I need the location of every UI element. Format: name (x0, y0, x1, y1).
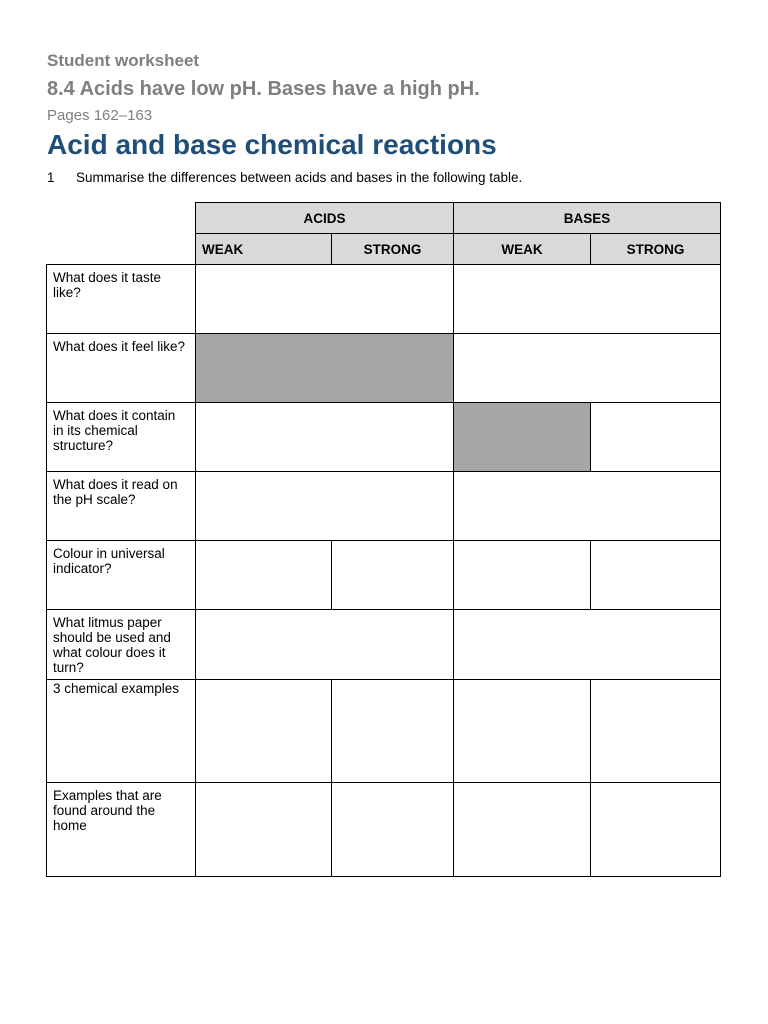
table-corner (47, 203, 196, 234)
bases-strong-answer-cell[interactable] (591, 541, 721, 610)
question-text: Summarise the differences between acids and bases in the following table. (76, 170, 523, 185)
bases-answer-cell[interactable] (454, 334, 721, 403)
bases-header: BASES (454, 203, 721, 234)
page-range: Pages 162–163 (47, 107, 153, 124)
page-title: Acid and base chemical reactions (47, 129, 497, 160)
bases-answer-cell[interactable] (454, 610, 721, 680)
worksheet-label: Student worksheet (47, 51, 200, 70)
row-label: What does it contain in its chemical structure? (47, 403, 196, 472)
acids-answer-cell[interactable] (196, 403, 454, 472)
acids-weak-answer-cell[interactable] (196, 541, 332, 610)
table-row (47, 403, 721, 472)
bases-answer-cell[interactable] (454, 472, 721, 541)
bases-strong-answer-cell[interactable] (591, 403, 721, 472)
bases-strong-header: STRONG (591, 234, 721, 265)
table-row (47, 610, 721, 680)
acids-answer-cell[interactable] (196, 265, 454, 334)
table-row (47, 265, 721, 334)
question-1 (47, 170, 522, 185)
row-label: 3 chemical examples (47, 680, 196, 783)
table-row (47, 783, 721, 877)
row-label: What litmus paper should be used and what colour does it turn? (47, 610, 196, 680)
acids-strong-header: STRONG (332, 234, 454, 265)
acids-header: ACIDS (196, 203, 454, 234)
bases-weak-shaded-cell (454, 403, 591, 472)
table-row (47, 541, 721, 610)
acids-weak-answer-cell[interactable] (196, 680, 332, 783)
row-label: What does it taste like? (47, 265, 196, 334)
bases-weak-answer-cell[interactable] (454, 680, 591, 783)
comparison-table (46, 202, 721, 877)
table-corner (47, 234, 196, 265)
acids-answer-cell[interactable] (196, 610, 454, 680)
acids-weak-header: WEAK (196, 234, 332, 265)
acids-strong-answer-cell[interactable] (332, 783, 454, 877)
bases-strong-answer-cell[interactable] (591, 783, 721, 877)
acids-shaded-cell (196, 334, 454, 403)
acids-strong-answer-cell[interactable] (332, 680, 454, 783)
acids-weak-answer-cell[interactable] (196, 783, 332, 877)
question-number: 1 (47, 170, 55, 185)
row-label: Examples that are found around the home (47, 783, 196, 877)
row-label: What does it read on the pH scale? (47, 472, 196, 541)
table-row (47, 472, 721, 541)
bases-weak-answer-cell[interactable] (454, 783, 591, 877)
row-label: Colour in universal indicator? (47, 541, 196, 610)
table-row (47, 334, 721, 403)
bases-answer-cell[interactable] (454, 265, 721, 334)
row-label: What does it feel like? (47, 334, 196, 403)
table-row (47, 680, 721, 783)
bases-weak-header: WEAK (454, 234, 591, 265)
acids-strong-answer-cell[interactable] (332, 541, 454, 610)
section-heading: 8.4 Acids have low pH. Bases have a high pH. (47, 78, 480, 100)
acids-answer-cell[interactable] (196, 472, 454, 541)
bases-weak-answer-cell[interactable] (454, 541, 591, 610)
bases-strong-answer-cell[interactable] (591, 680, 721, 783)
